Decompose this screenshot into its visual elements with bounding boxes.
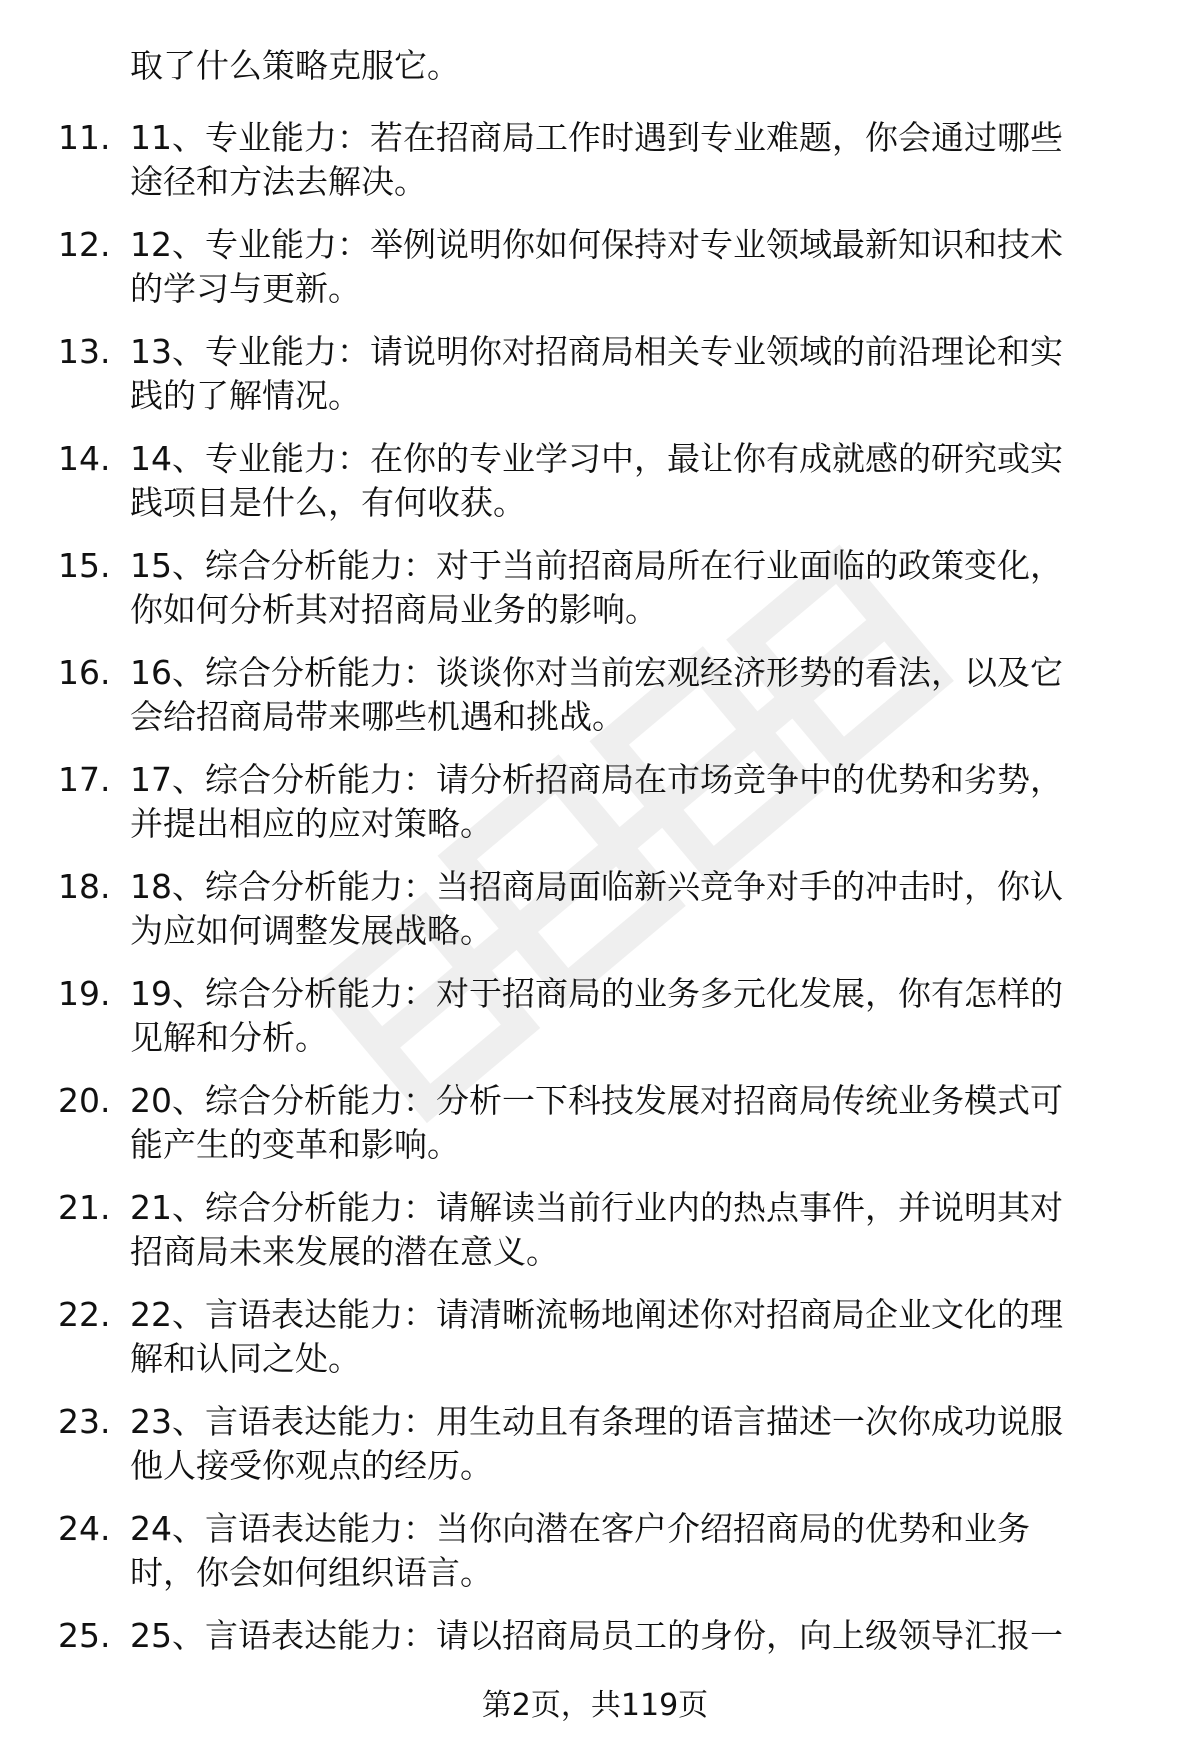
item-text-line: 践的了解情况。 bbox=[130, 376, 361, 415]
item-text-line: 15、综合分析能力：对于当前招商局所在行业面临的政策变化， bbox=[130, 546, 1063, 585]
item-text bbox=[130, 223, 1150, 311]
item-text-line: 并提出相应的应对策略。 bbox=[130, 804, 493, 843]
list-item bbox=[0, 1067, 1190, 1174]
item-text bbox=[130, 865, 1150, 953]
item-text-line: 途径和方法去解决。 bbox=[130, 162, 427, 201]
item-text bbox=[130, 1507, 1150, 1595]
item-text bbox=[130, 758, 1150, 846]
item-text-line: 14、专业能力：在你的专业学习中，最让你有成就感的研究或实 bbox=[130, 439, 1063, 478]
item-text-line: 25、言语表达能力：请以招商局员工的身份，向上级领导汇报一 bbox=[130, 1616, 1063, 1655]
list-item bbox=[0, 960, 1190, 1067]
item-number: 11. bbox=[58, 118, 111, 157]
list-item bbox=[0, 1388, 1190, 1495]
item-number: 16. bbox=[58, 653, 111, 692]
item-text bbox=[130, 1400, 1150, 1488]
item-number: 12. bbox=[58, 225, 111, 264]
item-text-line: 时，你会如何组织语言。 bbox=[130, 1553, 493, 1592]
item-text-line: 能产生的变革和影响。 bbox=[130, 1125, 460, 1164]
item-text-line: 20、综合分析能力：分析一下科技发展对招商局传统业务模式可 bbox=[130, 1081, 1063, 1120]
item-text-line: 他人接受你观点的经历。 bbox=[130, 1446, 493, 1485]
item-number: 13. bbox=[58, 332, 111, 371]
item-number: 23. bbox=[58, 1402, 111, 1441]
item-number: 25. bbox=[58, 1616, 111, 1655]
list-item bbox=[0, 639, 1190, 746]
item-text bbox=[130, 330, 1150, 418]
item-text bbox=[130, 116, 1150, 204]
item-text-line: 11、专业能力：若在招商局工作时遇到专业难题，你会通过哪些 bbox=[130, 118, 1063, 157]
item-text bbox=[130, 1293, 1150, 1381]
item-text bbox=[130, 437, 1150, 525]
item-number: 22. bbox=[58, 1295, 111, 1334]
item-text bbox=[130, 1186, 1150, 1274]
list-item bbox=[0, 104, 1190, 211]
question-list bbox=[0, 104, 1190, 1672]
item-number: 19. bbox=[58, 974, 111, 1013]
item-number: 18. bbox=[58, 867, 111, 906]
list-item bbox=[0, 853, 1190, 960]
list-item bbox=[0, 532, 1190, 639]
item-text-line: 解和认同之处。 bbox=[130, 1339, 361, 1378]
item-text bbox=[130, 972, 1150, 1060]
item-text bbox=[130, 544, 1150, 632]
list-item bbox=[0, 211, 1190, 318]
list-item bbox=[0, 1281, 1190, 1388]
list-item bbox=[0, 746, 1190, 853]
item-text-line: 22、言语表达能力：请清晰流畅地阐述你对招商局企业文化的理 bbox=[130, 1295, 1063, 1334]
page-footer: 第2页，共119页 bbox=[481, 1688, 709, 1723]
item-text-line: 招商局未来发展的潜在意义。 bbox=[130, 1232, 559, 1271]
item-text-line: 12、专业能力：举例说明你如何保持对专业领域最新知识和技术 bbox=[130, 225, 1063, 264]
continuation-text: 取了什么策略克服它。 bbox=[130, 46, 460, 85]
list-item bbox=[0, 1495, 1190, 1602]
item-number: 17. bbox=[58, 760, 111, 799]
list-item bbox=[0, 318, 1190, 425]
item-text-line: 为应如何调整发展战略。 bbox=[130, 911, 493, 950]
item-text-line: 见解和分析。 bbox=[130, 1018, 328, 1057]
item-text-line: 17、综合分析能力：请分析招商局在市场竞争中的优势和劣势， bbox=[130, 760, 1063, 799]
item-number: 15. bbox=[58, 546, 111, 585]
item-text-line: 践项目是什么，有何收获。 bbox=[130, 483, 526, 522]
item-text-line: 13、专业能力：请说明你对招商局相关专业领域的前沿理论和实 bbox=[130, 332, 1063, 371]
item-text bbox=[130, 651, 1150, 739]
item-text-line: 21、综合分析能力：请解读当前行业内的热点事件，并说明其对 bbox=[130, 1188, 1063, 1227]
item-text-line: 18、综合分析能力：当招商局面临新兴竞争对手的冲击时，你认 bbox=[130, 867, 1063, 906]
item-text bbox=[130, 1079, 1150, 1167]
item-text-line: 24、言语表达能力：当你向潜在客户介绍招商局的优势和业务 bbox=[130, 1509, 1030, 1548]
item-number: 21. bbox=[58, 1188, 111, 1227]
item-text-line: 23、言语表达能力：用生动且有条理的语言描述一次你成功说服 bbox=[130, 1402, 1063, 1441]
item-text-line: 19、综合分析能力：对于招商局的业务多元化发展，你有怎样的 bbox=[130, 974, 1063, 1013]
item-text-line: 的学习与更新。 bbox=[130, 269, 361, 308]
item-text-line: 16、综合分析能力：谈谈你对当前宏观经济形势的看法，以及它 bbox=[130, 653, 1063, 692]
item-text-line: 会给招商局带来哪些机遇和挑战。 bbox=[130, 697, 625, 736]
list-item bbox=[0, 1602, 1190, 1672]
item-number: 24. bbox=[58, 1509, 111, 1548]
item-number: 14. bbox=[58, 439, 111, 478]
list-item bbox=[0, 425, 1190, 532]
item-text bbox=[130, 1614, 1150, 1658]
list-item bbox=[0, 1174, 1190, 1281]
item-text-line: 你如何分析其对招商局业务的影响。 bbox=[130, 590, 658, 629]
item-number: 20. bbox=[58, 1081, 111, 1120]
